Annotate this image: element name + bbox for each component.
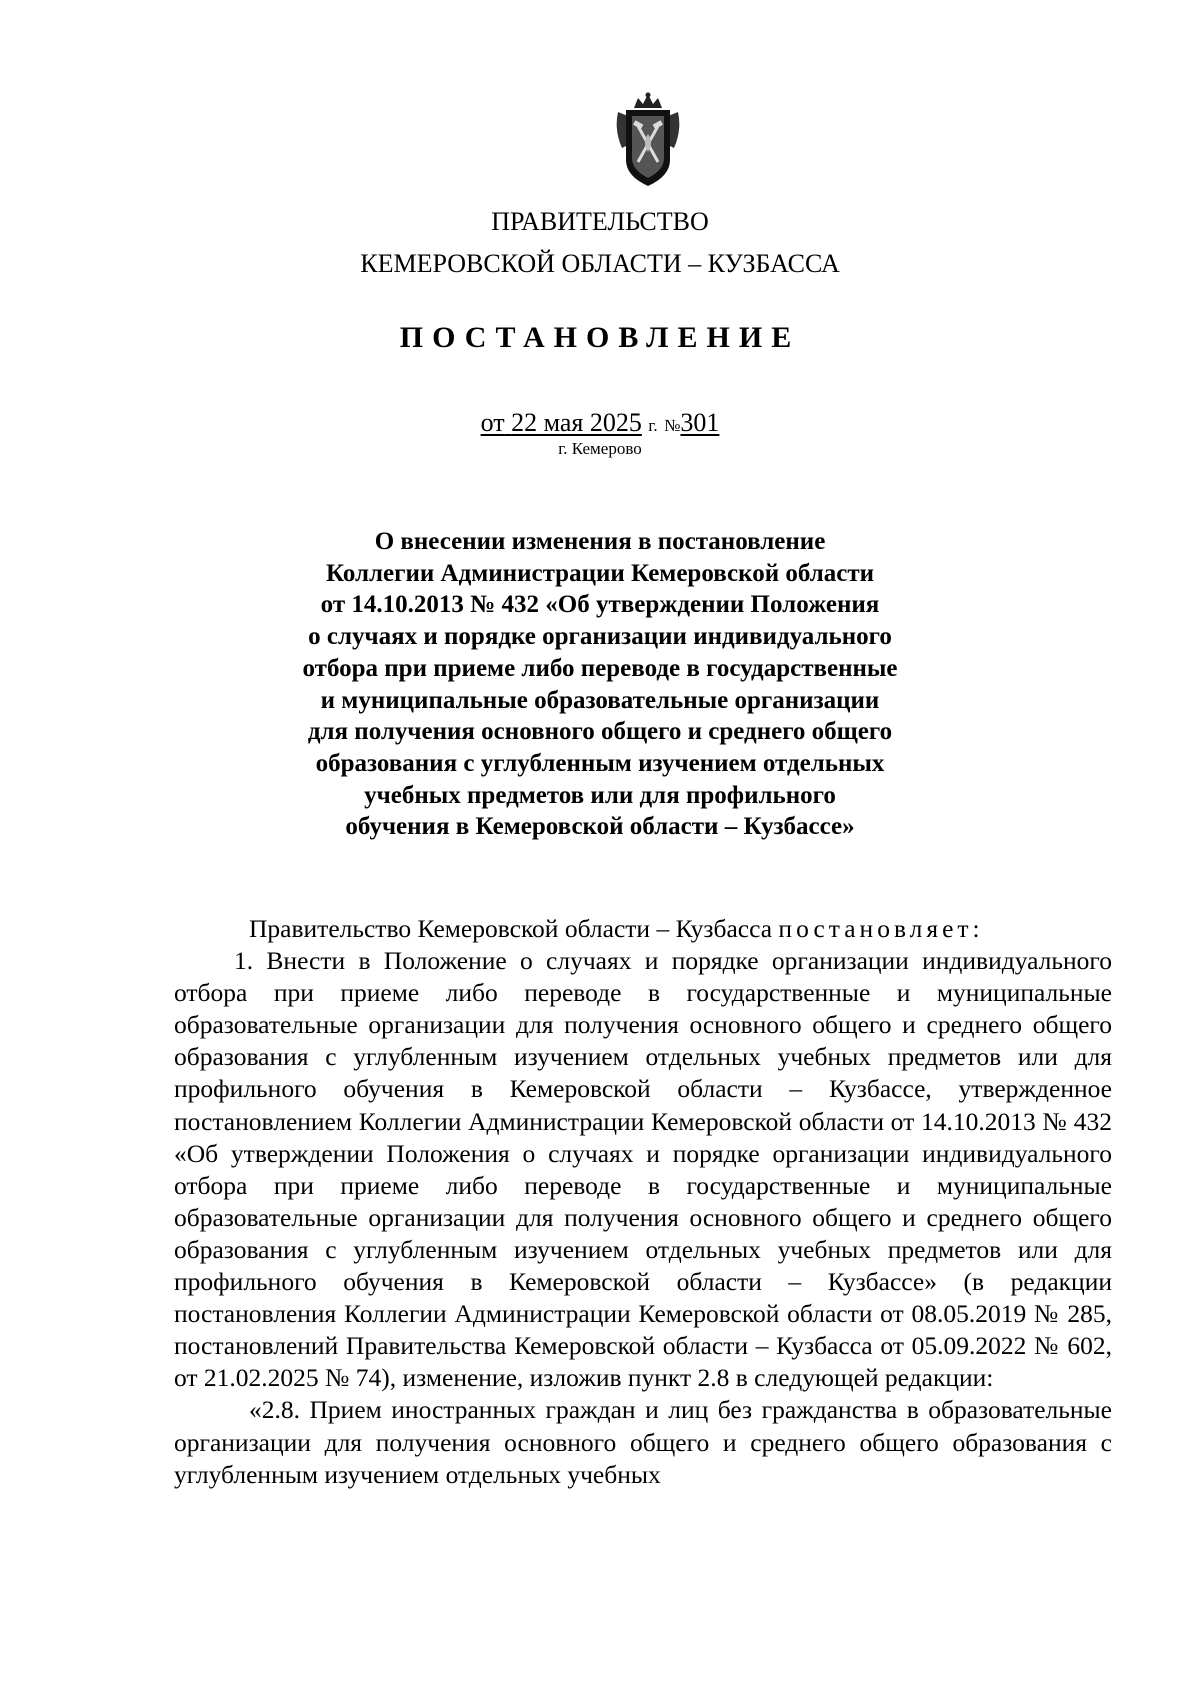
- title-line: отбора при приеме либо переводе в государственные: [302, 654, 898, 682]
- document-date-number: [0, 408, 1200, 441]
- document-number: 301: [680, 408, 720, 437]
- preamble: [174, 913, 1112, 945]
- title-line: для получения основного общего и среднего общего: [307, 718, 893, 746]
- organization-name-line1: ПРАВИТЕЛЬСТВО: [491, 207, 709, 236]
- title-line: учебных предметов или для профильного: [364, 781, 836, 809]
- title-line: и муниципальные образовательные организации: [320, 686, 880, 714]
- year-suffix: г.: [648, 416, 658, 435]
- document-date: 22 мая 2025: [511, 408, 642, 437]
- title-line: образования с углубленным изучением отдельных: [315, 749, 885, 777]
- title-line: о случаях и порядке организации индивидуального: [308, 623, 892, 651]
- document-type: ПОСТАНОВЛЕНИЕ: [399, 321, 801, 354]
- title-line: О внесении изменения в постановление: [374, 528, 826, 555]
- title-line: обучения в Кемеровской области – Кузбассе»: [345, 813, 855, 841]
- title-line: от 14.10.2013 № 432 «Об утверждении Положения: [320, 591, 880, 619]
- date-prefix: от: [480, 408, 505, 437]
- paragraph-2: «2.8. Прием иностранных граждан и лиц без гражданства в образовательные организации для получения основного общего и среднего общего образования с углубленным изучением отдельных учебных: [174, 1395, 1112, 1489]
- preamble-verb: постановляет:: [778, 914, 984, 943]
- document-title: [260, 526, 940, 843]
- preamble-text: Правительство Кемеровской области – Кузбасса: [249, 914, 773, 943]
- paragraph-1: 1. Внести в Положение о случаях и порядке организации индивидуального отбора при приеме либо переводе в государственные и муниципальные образовательные организации для получения основного общего и среднего общего образования с углубленным изучением отдельных учебных предметов или для профильного обучения в Кемеровской области – Кузбассе, утвержденное постановлением Коллегии Администрации Кемеровской области от 14.10.2013 № 432 «Об утверждении Положения о случаях и порядке организации индивидуального отбора при приеме либо переводе в государственные и муниципальные образовательные организации для получения основного общего и среднего общего образования с углубленным изучением отдельных учебных предметов или для профильного обучения в Кемеровской области – Кузбассе» (в редакции постановления Коллегии Администрации Кемеровской области от 08.05.2019 № 285, постановлений Правительства Кемеровской области – Кузбасса от 05.09.2022 № 602, от 21.02.2025 № 74), изменение, изложив пункт 2.8 в следующей редакции:: [174, 946, 1112, 1393]
- document-body: [174, 913, 1112, 1491]
- number-sign: №: [664, 416, 681, 435]
- coat-of-arms-icon: [612, 90, 684, 190]
- title-line: Коллегии Администрации Кемеровской области: [325, 559, 875, 587]
- organization-name-line2: КЕМЕРОВСКОЙ ОБЛАСТИ – КУЗБАССА: [360, 249, 840, 278]
- city-name: г. Кемерово: [558, 439, 642, 458]
